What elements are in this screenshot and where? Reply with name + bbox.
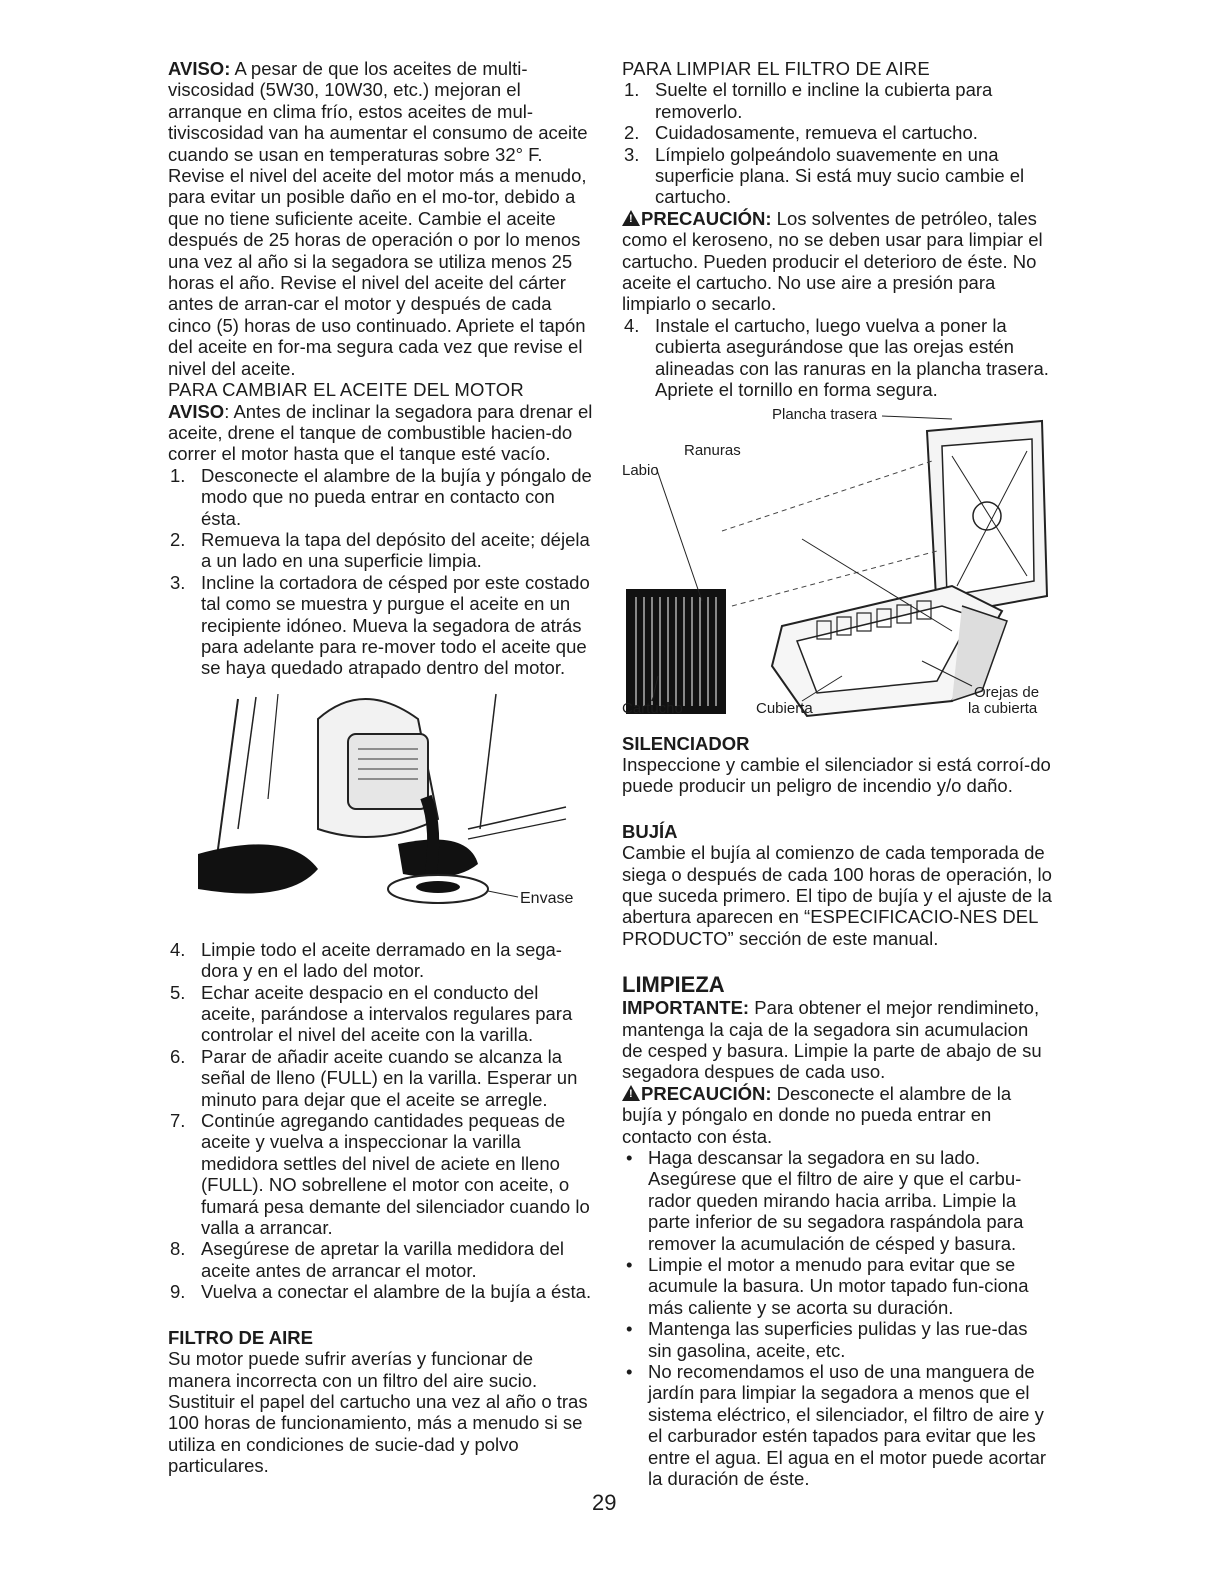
step-text: Echar aceite despacio en el conducto del aceite, parándose a intervalos regulares para controlar el nivel del aceite con la varilla. xyxy=(201,981,573,1046)
list-item xyxy=(168,465,596,529)
precaucion-solventes-paragraph xyxy=(622,208,1052,315)
precaucion-alambre-paragraph xyxy=(622,1083,1052,1147)
right-column xyxy=(622,58,1052,1490)
step-number: 1. xyxy=(170,464,186,486)
figure-label-orejas-2: la cubierta xyxy=(968,699,1038,717)
list-item xyxy=(622,144,1052,208)
step-text: Vuelva a conectar el alambre de la bujía a ésta. xyxy=(201,1281,592,1303)
air-filter-steps-a xyxy=(622,79,1052,207)
oil-change-steps-a xyxy=(168,465,596,679)
left-column xyxy=(168,58,596,1477)
step-number: 8. xyxy=(170,1238,186,1260)
list-item: • Mantenga las superficies pulidas y las rue-das sin gasolina, aceite, etc. xyxy=(622,1318,1052,1361)
aviso-paragraph xyxy=(168,58,596,379)
importante-paragraph xyxy=(622,997,1052,1083)
importante-text: Para obtener el mejor rendimineto, mantenga la caja de la segadora sin acumulacion de cesped y basura. Limpie la parte de abajo de su segadora despues de cada uso. xyxy=(622,997,1042,1083)
list-item: • No recomendamos el uso de una manguera de jardín para limpiar la segadora a menos que el sistema eléctrico, el silenciador, el filtro de aire y el carburador estén tapados para evitar que les entre el agua. El agua en el motor puede acortar la duración de éste. xyxy=(622,1361,1052,1489)
bujia-text: Cambie el bujía al comienzo de cada temporada de siega o después de cada 100 horas de operación, lo que suceda primero. El tipo de bujía y el ajuste de la abertura aparecen en “ESPECIFICACIO-NES DEL PRODUCTO” sección de este manual. xyxy=(622,842,1052,949)
list-item xyxy=(168,982,596,1046)
section-heading-cambiar-aceite: PARA CAMBIAR EL ACEITE DEL MOTOR xyxy=(168,379,524,401)
figure-label-cubierta: Cubierta xyxy=(756,699,813,717)
step-number: 2. xyxy=(170,528,186,550)
importante-label: IMPORTANTE: xyxy=(622,997,750,1019)
step-text: Instale el cartucho, luego vuelva a poner la cubierta asegurándose que las orejas estén alineadas con las ranuras en la plancha trasera. Apriete el tornillo en forma segura. xyxy=(655,314,1049,401)
section-heading-limpieza: LIMPIEZA xyxy=(622,972,725,998)
silenciador-text: Inspeccione y cambie el silenciador si está corroí-do puede producir un peligro de incendio y/o daño. xyxy=(622,753,1051,797)
section-heading-filtro-aire: FILTRO DE AIRE xyxy=(168,1326,313,1348)
step-number: 9. xyxy=(170,1281,186,1303)
step-number: 5. xyxy=(170,981,186,1003)
figure-label-envase: Envase xyxy=(520,889,574,907)
list-item xyxy=(622,122,1052,143)
step-text: Continúe agregando cantidades pequeas de aceite y vuelva a inspeccionar la varilla medidora settles del nivel de aciete en lleno (FULL). NO sobrellene el motor con aceite, o fumará pesa demante del silenciador cuando lo valla a arrancar. xyxy=(201,1110,590,1239)
aviso-drain-label: AVISO xyxy=(168,400,225,422)
step-text: Parar de añadir aceite cuando se alcanza la señal de lleno (FULL) en la varilla. Esperar un minuto para dejar que el aceite se arregle. xyxy=(201,1045,578,1110)
step-text: Remueva la tapa del depósito del aceite; déjela a un lado en una superficie limpia. xyxy=(201,528,590,572)
list-item xyxy=(168,1281,596,1302)
step-text: Asegúrese de apretar la varilla medidora del aceite antes de arrancar el motor. xyxy=(201,1238,565,1281)
list-item xyxy=(168,1238,596,1281)
air-filter-illustration xyxy=(622,401,1052,719)
section-heading-silenciador: SILENCIADOR xyxy=(622,732,750,754)
aviso-text: A pesar de que los aceites de multi-viscosidad (5W30, 10W30, etc.) mejoran el arranque en clima frío, estos aceites de mul-tiviscosidad van ha aumentar el consumo de aceite cuando se usan en temperaturas sobre 32° F. Revise el nivel del aceite del motor más a menudo, para evitar un posible daño en el mo-tor, debido a que no tiene suficiente aceite. Cambie el aceite después de 25 horas de operación o por lo menos una vez al año si la segadora se utiliza menos 25 horas el año. Revise el nivel del aceite del cárter antes de arran-car el motor y después de cada cinco (5) horas de uso continuado. Apriete el tapón del aceite en for-ma segura cada vez que revise el nivel del aceite. xyxy=(168,58,588,379)
limpieza-bullets xyxy=(622,1147,1052,1490)
list-item xyxy=(168,1046,596,1110)
list-item xyxy=(622,79,1052,122)
section-heading-limpiar-filtro: PARA LIMPIAR EL FILTRO DE AIRE xyxy=(622,58,930,79)
step-number: 4. xyxy=(170,938,186,960)
list-item: • Haga descansar la segadora en su lado. Asegúrese que el filtro de aire y que el carbu-rador queden mirando hacia arriba. Limpie la parte inferior de su segadora raspándola para remover la acumulación de césped y basura. xyxy=(622,1147,1052,1254)
step-number: 3. xyxy=(170,571,186,593)
step-text: Incline la cortadora de césped por este costado tal como se muestra y purgue el aceite en un recipiente idóneo. Mueva la segadora de atrás para adelante para re-mover todo el aceite que se haya quedado atrapado dentro del motor. xyxy=(201,571,590,679)
step-text: Límpielo golpeándolo suavemente en una superficie plana. Si está muy sucio cambie el cartucho. xyxy=(655,143,1025,208)
step-text: Cuidadosamente, remueva el cartucho. xyxy=(655,122,978,144)
aviso-drain-text: : Antes de inclinar la segadora para drenar el aceite, drene el tanque de combustible hacien-do correr el motor hasta que el tanque esté vacío. xyxy=(168,400,593,465)
section-heading-bujia: BUJÍA xyxy=(622,820,678,842)
list-item xyxy=(168,1110,596,1238)
step-number: 1. xyxy=(624,79,640,101)
step-number: 6. xyxy=(170,1045,186,1067)
precaucion-label: PRECAUCIÓN: xyxy=(641,1082,772,1104)
figure-label-orejas-1: Orejas de xyxy=(974,683,1040,701)
list-item xyxy=(622,315,1052,401)
list-item: • Limpie el motor a menudo para evitar que se acumule la basura. Un motor tapado fun-ciona más caliente y se acorta su duración. xyxy=(622,1254,1052,1318)
list-item xyxy=(168,572,596,679)
step-text: Limpie todo el aceite derramado en la sega-dora y en el lado del motor. xyxy=(201,938,562,982)
precaucion-text: Los solventes de petróleo, tales como el keroseno, no se deben usar para limpiar el cartucho. Pueden producir el deterioro de éste. No aceite el cartucho. No use aire a presión para limpiarlo o secarlo. xyxy=(622,207,1043,315)
air-filter-steps-b xyxy=(622,315,1052,401)
page-number: 29 xyxy=(592,1490,617,1515)
step-number: 4. xyxy=(624,314,640,336)
figure-label-labio: Labio xyxy=(622,461,659,479)
warning-triangle-icon xyxy=(622,1085,640,1101)
warning-triangle-icon xyxy=(622,210,640,226)
step-text: Desconecte el alambre de la bujía y póngalo de modo que no pueda entrar en contacto con ésta. xyxy=(201,464,592,529)
aviso-drain-paragraph xyxy=(168,401,596,465)
oil-drain-illustration xyxy=(168,679,596,939)
precaucion-text: Desconecte el alambre de la bujía y póngalo en donde no pueda entrar en contacto con ésta. xyxy=(622,1082,1012,1147)
aviso-label: AVISO: xyxy=(168,58,231,79)
figure-label-cartucho: Cartucho xyxy=(622,699,683,717)
step-number: 7. xyxy=(170,1110,186,1132)
figure-label-plancha: Plancha trasera xyxy=(772,405,878,423)
list-item xyxy=(168,529,596,572)
step-text: Suelte el tornillo e incline la cubierta para removerlo. xyxy=(655,79,993,122)
precaucion-label: PRECAUCIÓN: xyxy=(641,207,772,229)
filtro-aire-text: Su motor puede sufrir averías y funcionar de manera incorrecta con un filtro del aire sucio. Sustituir el papel del cartucho una vez al año o tras 100 horas de funcionamiento, más a menudo si se utiliza en condiciones de sucie-dad y polvo particulares. xyxy=(168,1348,588,1477)
oil-change-steps-b xyxy=(168,939,596,1303)
figure-label-ranuras: Ranuras xyxy=(684,441,741,459)
step-number: 3. xyxy=(624,143,640,165)
list-item xyxy=(168,939,596,982)
step-number: 2. xyxy=(624,122,640,144)
